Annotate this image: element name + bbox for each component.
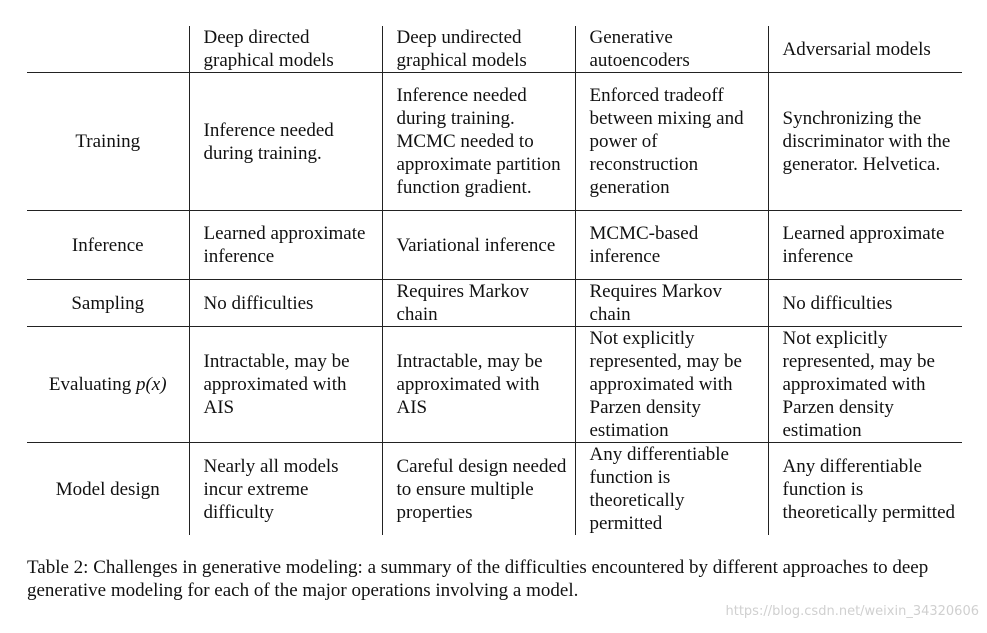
table-cell: No difficulties (189, 280, 382, 327)
table-cell: Any differentiable function is theoretically permitted (768, 443, 962, 536)
table-cell: MCMC-based inference (575, 211, 768, 280)
table-cell: Learned approximate inference (768, 211, 962, 280)
table-cell: Careful design needed to ensure multiple properties (382, 443, 575, 536)
table-cell: Any differentiable function is theoretically permitted (575, 443, 768, 536)
table-cell: Inference needed during training. (189, 73, 382, 211)
watermark: https://blog.csdn.net/weixin_34320606 (725, 604, 979, 619)
challenges-table (27, 26, 962, 535)
table-cell: Variational inference (382, 211, 575, 280)
table-cell: Enforced tradeoff between mixing and power of reconstruction generation (575, 73, 768, 211)
caption-text: Challenges in generative modeling: a summary of the difficulties encountered by different approaches to deep generative modeling for each of the major operations involving a model. (27, 557, 929, 601)
table-cell: Synchronizing the discriminator with the generator. Helvetica. (768, 73, 962, 211)
row-label-model-design: Model design (27, 443, 189, 536)
header-deep-directed: Deep directed graphical models (189, 26, 382, 73)
table-caption (27, 556, 957, 602)
header-generative-autoencoders: Generative autoencoders (575, 26, 768, 73)
row-label-inference: Inference (27, 211, 189, 280)
table-cell: Not explicitly represented, may be approximated with Parzen density estimation (575, 327, 768, 443)
row-label-evaluating (27, 327, 189, 443)
table-row-training (27, 73, 962, 211)
header-deep-undirected: Deep undirected graphical models (382, 26, 575, 73)
table-cell: Inference needed during training. MCMC needed to approximate partition function gradient. (382, 73, 575, 211)
table-cell: Intractable, may be approximated with AIS (189, 327, 382, 443)
table-row-evaluating (27, 327, 962, 443)
header-empty-cell (27, 26, 189, 73)
row-label-evaluating-text: Evaluating (48, 374, 132, 395)
table-row-inference (27, 211, 962, 280)
table-cell: Learned approximate inference (189, 211, 382, 280)
table-header-row (27, 26, 962, 73)
row-label-training: Training (27, 73, 189, 211)
row-label-evaluating-math: p(x) (135, 374, 167, 395)
row-label-sampling: Sampling (27, 280, 189, 327)
table-cell: Requires Markov chain (382, 280, 575, 327)
table-cell: Nearly all models incur extreme difficulty (189, 443, 382, 536)
table-row-sampling (27, 280, 962, 327)
table-row-model-design (27, 443, 962, 536)
table-cell: Not explicitly represented, may be approximated with Parzen density estimation (768, 327, 962, 443)
caption-tag: Table 2: (27, 557, 89, 578)
table-cell: Intractable, may be approximated with AIS (382, 327, 575, 443)
table-cell: Requires Markov chain (575, 280, 768, 327)
table-cell: No difficulties (768, 280, 962, 327)
header-adversarial-models: Adversarial models (768, 26, 962, 73)
